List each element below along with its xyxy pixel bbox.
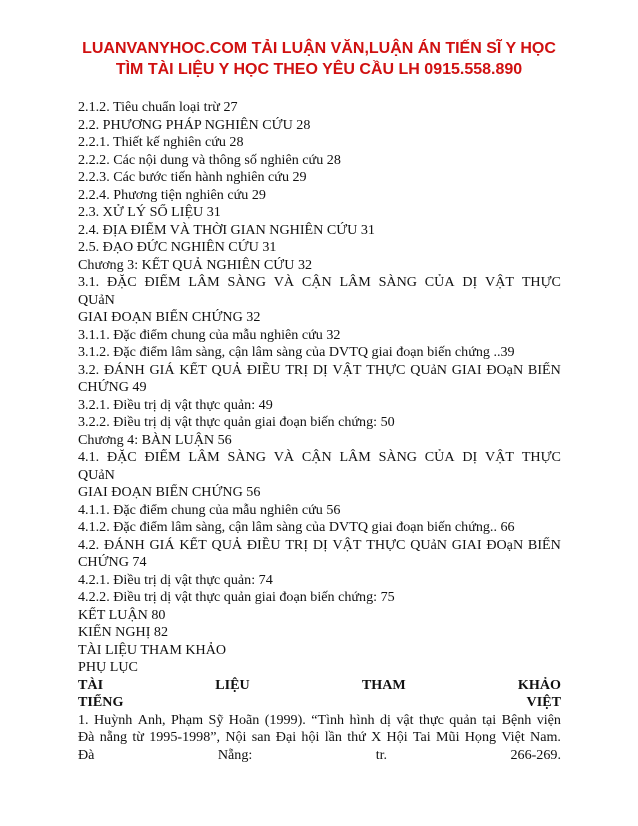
word: VẬT	[485, 274, 514, 290]
toc-line-chapter4: Chương 4: BÀN LUẬN 56	[78, 431, 232, 448]
toc-line: 3.1.2. Đặc điểm lâm sàng, cận lâm sàng của DVTQ giai đoạn biến chứng ..39	[78, 344, 515, 360]
word: 4.2.	[78, 536, 100, 553]
word: Tai	[412, 729, 431, 745]
page-header	[0, 38, 638, 80]
word: VẬT	[332, 361, 362, 378]
word: SÀNG	[227, 449, 266, 465]
word: ĐẶC	[106, 449, 137, 465]
word: Hội	[386, 729, 408, 745]
word: ĐẶC	[106, 274, 137, 290]
word: ĐIỂM	[144, 274, 181, 290]
toc-line: 2.2.1. Thiết kế nghiên cứu 28	[78, 134, 244, 150]
reference-1-line-2	[78, 729, 561, 747]
toc-line: CHỨNG 74	[78, 554, 147, 570]
toc-line: 2.2.2. Các nội dung và thông số nghiên cứu 28	[78, 151, 341, 168]
word: Họng	[464, 729, 497, 745]
toc-line-4-2	[78, 537, 561, 555]
toc-line-3-1	[78, 274, 561, 292]
word: LÂM	[188, 449, 220, 465]
word: Việt	[501, 729, 525, 745]
toc-line: 4.2.1. Điều trị dị vật thực quản: 74	[78, 571, 273, 588]
word: QUảN	[410, 361, 447, 378]
word: TRỊ	[285, 536, 309, 553]
word: DỊ	[312, 361, 328, 378]
word: thứ	[347, 729, 366, 745]
word: ĐIỀU	[246, 536, 281, 553]
word: Hoãn	[228, 711, 260, 728]
word: ĐIỀU	[246, 361, 281, 378]
toc-section-chapter2	[78, 99, 561, 274]
word: VIỆT	[526, 694, 561, 710]
word: TRỊ	[285, 361, 309, 378]
word: Bệnh	[501, 711, 532, 728]
word: Huỳnh	[93, 711, 133, 728]
toc-line: 2.2. PHƯƠNG PHÁP NGHIÊN CỨU 28	[78, 116, 311, 133]
word: THỰC	[521, 274, 561, 290]
toc-line-references: TÀI LIỆU THAM KHẢO	[78, 641, 227, 658]
word: dị	[379, 711, 391, 728]
word: QUẢ	[211, 361, 243, 378]
word: THỰC	[521, 449, 561, 465]
header-line-2: TÌM TÀI LIỆU Y HỌC THEO YÊU CẦU LH 0915.558.890	[115, 61, 523, 78]
word: “Tình	[311, 711, 345, 728]
word: Đại	[275, 729, 297, 745]
toc-line: QUảN	[78, 466, 115, 483]
word: ĐOạN	[486, 361, 524, 378]
word: Đà	[78, 746, 95, 763]
word: QUẢ	[211, 536, 243, 553]
word: Phạm	[170, 711, 204, 728]
toc-line: 3.2.2. Điều trị dị vật thực quản giai đoạn biến chứng: 50	[78, 414, 395, 430]
word: 1995-1998”,	[149, 729, 221, 745]
word: Nam.	[530, 729, 561, 745]
toc-line: 2.2.4. Phương tiện nghiên cứu 29	[78, 186, 266, 203]
word: CỦA	[424, 449, 455, 465]
word: DỊ	[462, 449, 478, 465]
word: hình	[349, 711, 375, 728]
toc-line: CHỨNG 49	[78, 379, 147, 395]
word: KHẢO	[517, 676, 561, 693]
word: THỰC	[366, 361, 406, 378]
word: Nẵng:	[217, 746, 253, 763]
toc-line-3-2	[78, 362, 561, 380]
word: GIÁ	[149, 536, 175, 553]
word: LÂM	[339, 274, 371, 290]
word: LÂM	[188, 274, 220, 290]
word: 266-269.	[510, 746, 561, 763]
word: GIAI	[451, 361, 482, 378]
word: lần	[324, 729, 342, 745]
toc-line-appendix: PHỤ LỤC	[78, 659, 138, 675]
word: ĐOạN	[486, 536, 524, 553]
word: từ	[132, 729, 144, 745]
word: BIẾN	[527, 536, 561, 553]
toc-line-4-1	[78, 449, 561, 467]
toc-line: 2.2.3. Các bước tiến hành nghiên cứu 29	[78, 169, 307, 185]
word: CẬN	[301, 449, 332, 465]
toc-line: Chương 3: KẾT QUẢ NGHIÊN CỨU 32	[78, 256, 313, 273]
word: 4.1.	[78, 449, 100, 465]
word: quản	[449, 711, 477, 728]
word: SÀNG	[227, 274, 266, 290]
word: VÀ	[273, 449, 295, 465]
word: VÀ	[273, 274, 295, 290]
document-body	[78, 99, 561, 764]
toc-line: 4.2.2. Điều trị dị vật thực quản giai đoạn biến chứng: 75	[78, 589, 395, 605]
word: 3.1.	[78, 274, 100, 290]
word: LIỆU	[215, 676, 250, 693]
word: KẾT	[179, 361, 207, 378]
word: thực	[418, 711, 444, 728]
references-subheading	[78, 694, 561, 712]
word: THỰC	[366, 536, 406, 553]
word: SÀNG	[378, 274, 417, 290]
word: X	[371, 729, 382, 745]
toc-line: 3.2.1. Điều trị dị vật thực quản: 49	[78, 396, 273, 413]
word: LÂM	[339, 449, 371, 465]
word: BIẾN	[527, 361, 561, 378]
word: DỊ	[462, 274, 478, 290]
toc-line: GIAI ĐOẠN BIẾN CHỨNG 32	[78, 309, 261, 325]
word: CỦA	[424, 274, 455, 290]
toc-line: 2.5. ĐẠO ĐỨC NGHIÊN CỨU 31	[78, 239, 277, 255]
word: QUảN	[410, 536, 447, 553]
word: Đà	[78, 729, 95, 745]
word: 3.2.	[78, 361, 100, 378]
word: THAM	[361, 676, 406, 693]
word: Anh,	[137, 711, 166, 728]
word: nẵng	[99, 729, 128, 745]
word: Mũi	[435, 729, 460, 745]
word: VẬT	[485, 449, 514, 465]
word: vật	[396, 711, 414, 728]
word: CẬN	[301, 274, 332, 290]
references-heading	[78, 677, 561, 695]
toc-line: GIAI ĐOẠN BIẾN CHỨNG 56	[78, 484, 261, 500]
toc-line: 2.3. XỬ LÝ SỐ LIỆU 31	[78, 204, 221, 220]
reference-1-line-3	[78, 747, 561, 765]
toc-line: 4.1.1. Đặc điểm chung của mẫu nghiên cứu 56	[78, 501, 341, 518]
word: ĐÁNH	[103, 361, 145, 378]
word: hội	[301, 729, 320, 745]
word: TIẾNG	[78, 694, 124, 710]
word: tr.	[375, 746, 388, 763]
word: san	[251, 729, 271, 745]
word: Sỹ	[208, 711, 224, 728]
word: viện	[536, 711, 561, 728]
toc-line: 4.1.2. Đặc điểm lâm sàng, cận lâm sàng của DVTQ giai đoạn biến chứng.. 66	[78, 519, 515, 535]
word: tại	[482, 711, 497, 728]
word: Nội	[225, 729, 247, 745]
word: DỊ	[312, 536, 328, 553]
word: KẾT	[179, 536, 207, 553]
word: ĐIỂM	[144, 449, 181, 465]
word: (1999).	[264, 711, 306, 728]
toc-line-conclusion: KẾT LUẬN 80	[78, 606, 166, 623]
toc-line: 2.1.2. Tiêu chuẩn loại trừ 27	[78, 99, 238, 115]
word: TÀI	[78, 676, 104, 693]
word: 1.	[78, 711, 89, 728]
toc-line: QUảN	[78, 291, 115, 308]
toc-line: 3.1.1. Đặc điểm chung của mẫu nghiên cứu 32	[78, 326, 341, 343]
word: VẬT	[332, 536, 362, 553]
toc-line: 2.4. ĐỊA ĐIỂM VÀ THỜI GIAN NGHIÊN CỨU 31	[78, 221, 375, 238]
word: GIAI	[451, 536, 482, 553]
word: ĐÁNH	[103, 536, 145, 553]
header-line-1: LUANVANYHOC.COM TẢI LUẬN VĂN,LUẬN ÁN TIẾN SĨ Y HỌC	[82, 40, 556, 57]
reference-1-line-1	[78, 712, 561, 730]
word: SÀNG	[378, 449, 417, 465]
toc-line-recommendation: KIẾN NGHỊ 82	[78, 624, 169, 640]
word: GIÁ	[149, 361, 175, 378]
